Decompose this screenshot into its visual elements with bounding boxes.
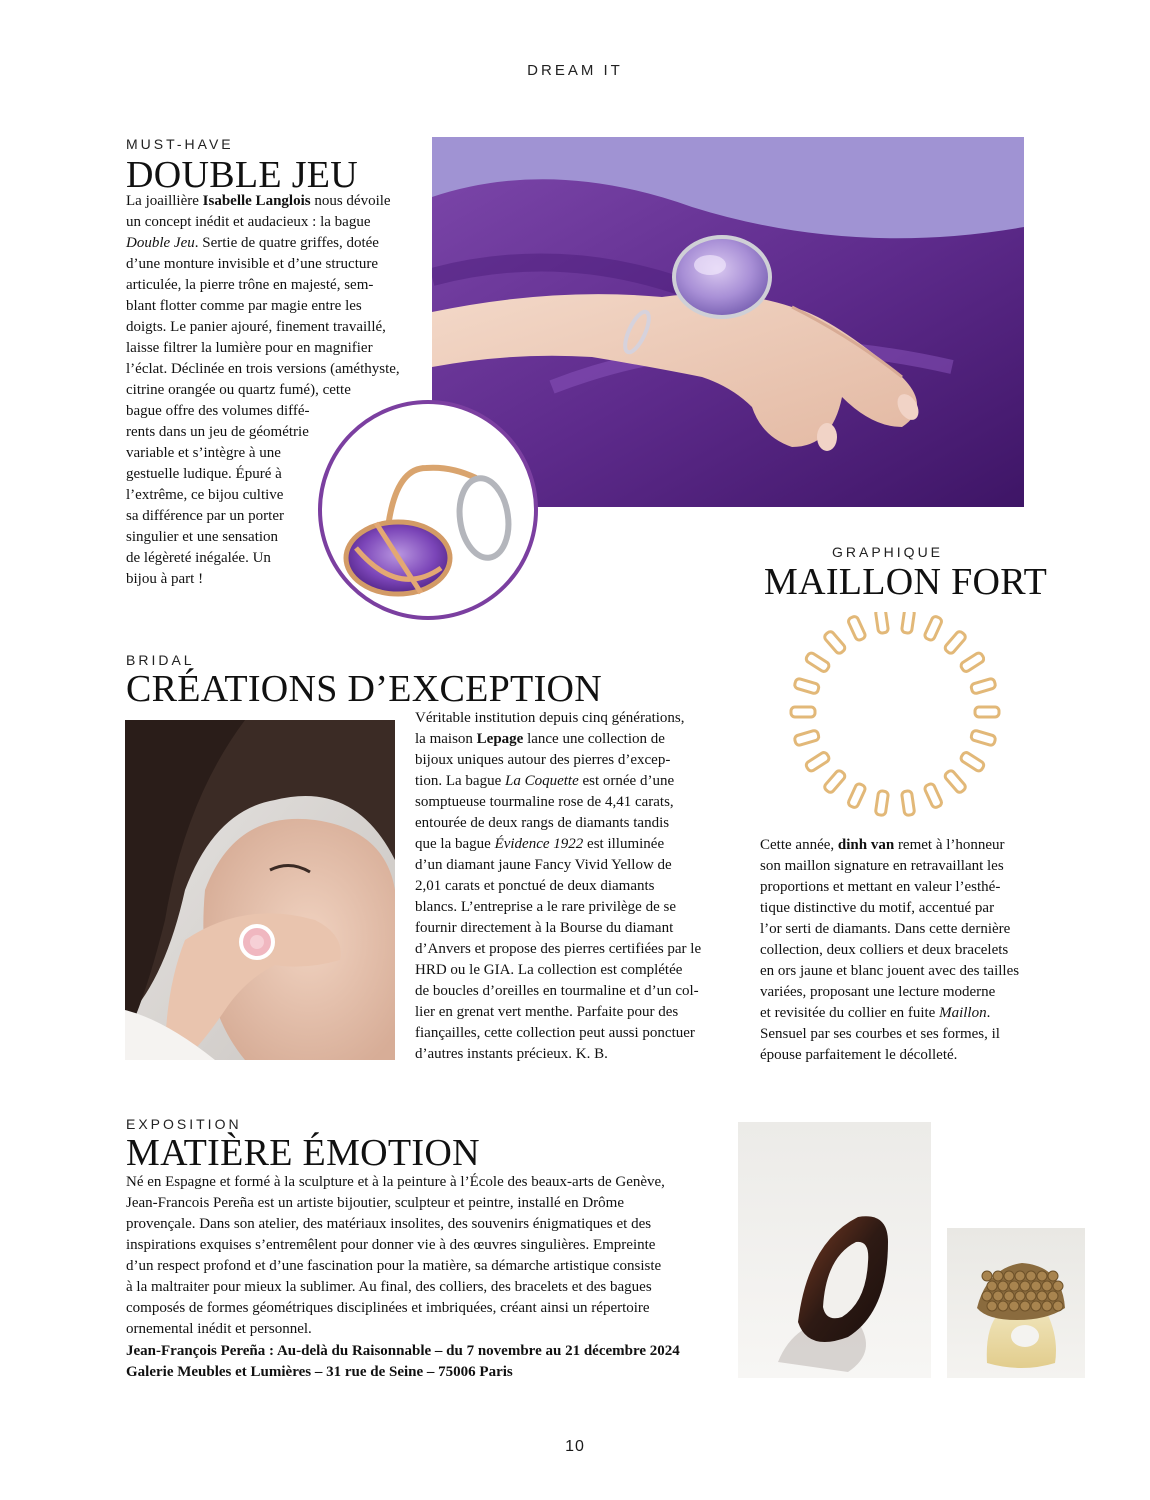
double-jeu-kicker: MUST-HAVE — [126, 136, 234, 152]
body-line: HRD ou le GIA. La collection est complétée — [415, 962, 683, 978]
texture-bump — [998, 1301, 1008, 1311]
body-line: blant flotter comme par magie entre les — [126, 298, 362, 314]
texture-bump — [993, 1271, 1003, 1281]
chain-link — [875, 612, 888, 634]
body-line: sa différence par un porter — [126, 508, 284, 524]
body-text: Cette année, — [760, 837, 838, 853]
body-line: d’un diamant jaune Fancy Vivid Yellow de — [415, 857, 672, 873]
body-text: . — [986, 1005, 991, 1021]
creations-title: CRÉATIONS D’EXCEPTION — [126, 668, 603, 710]
body-text: est illuminée — [583, 836, 665, 852]
body-line: doigts. Le panier ajouré, finement travaillé, — [126, 319, 386, 335]
body-line: Né en Espagne et formé à la sculpture et à la peinture à l’École des beaux-arts de Genève, — [126, 1174, 665, 1190]
texture-bump — [987, 1301, 997, 1311]
body-line: à la maltraiter pour mieux la sublimer. Au final, des colliers, des bracelets et des bagues — [126, 1279, 652, 1295]
body-line: tique distinctive du motif, accentué par — [760, 900, 995, 916]
body-line: citrine orangée ou quartz fumé), cette — [126, 382, 351, 398]
body-line: d’un respect profond et d’une fascination pour la matière, sa démarche artistique consiste — [126, 1258, 662, 1274]
body-line: d’une monture invisible et d’une structure — [126, 256, 379, 272]
matiere-title: MATIÈRE ÉMOTION — [126, 1132, 480, 1174]
creations-body — [415, 708, 713, 1065]
body-line: d’Anvers et propose des pierres certifiées par le — [415, 941, 702, 957]
maillon-fort-kicker: GRAPHIQUE — [832, 544, 944, 560]
body-line: singulier et une sensation — [126, 529, 279, 545]
texture-bump — [1048, 1291, 1058, 1301]
body-text: lance une collection de — [523, 731, 665, 747]
body-line: Véritable institution depuis cinq générations, — [415, 710, 685, 726]
texture-bump — [1053, 1281, 1063, 1291]
body-text: et revisitée du collier en fuite — [760, 1005, 940, 1021]
chain-link — [791, 707, 815, 717]
texture-bump — [1042, 1301, 1052, 1311]
chain-link — [823, 769, 846, 794]
textured-ring-sculpture-photo — [947, 1228, 1085, 1378]
body-line: Sensuel par ses courbes et ses formes, il — [760, 1026, 1000, 1042]
body-line: entourée de deux rangs de diamants tandis — [415, 815, 670, 831]
chain-link — [960, 751, 986, 772]
body-line: épouse parfaitement le décolleté. — [760, 1047, 958, 1063]
double-jeu-ring-circle-photo — [316, 398, 540, 622]
body-line: un concept inédit et audacieux : la bague — [126, 214, 371, 230]
chain-link — [805, 751, 831, 772]
body-line: 2,01 carats et ponctué de deux diamants — [415, 878, 655, 894]
body-line: lier en grenat vert menthe. Parfaite pour des — [415, 1004, 679, 1020]
product-name: Maillon — [939, 1005, 987, 1021]
texture-bump — [1026, 1291, 1036, 1301]
body-line: l’or serti de diamants. Dans cette dernière — [760, 921, 1011, 937]
chain-link — [944, 769, 967, 794]
body-line: de légèreté inégalée. Un — [126, 550, 271, 566]
texture-bump — [1037, 1291, 1047, 1301]
texture-bump — [1004, 1271, 1014, 1281]
product-name: Double Jeu — [126, 235, 195, 251]
texture-bump — [1053, 1301, 1063, 1311]
page-number: 10 — [565, 1438, 585, 1455]
creations-kicker: BRIDAL — [126, 652, 195, 668]
texture-bump — [1031, 1281, 1041, 1291]
body-text: nous dévoile — [310, 193, 391, 209]
body-line: d’autres instants précieux. K. B. — [415, 1046, 608, 1062]
texture-bump — [1009, 1281, 1019, 1291]
body-line: composés de formes géométriques disciplinées et imbriquées, créant ainsi un répertoire — [126, 1300, 650, 1316]
chain-link — [970, 678, 996, 694]
body-text: est ornée d’une — [578, 773, 675, 789]
chain-link — [901, 790, 914, 815]
chain-link — [924, 783, 943, 809]
body-line: l’extrême, ce bijou cultive — [126, 487, 284, 503]
chain-link — [847, 783, 866, 809]
body-line: somptueuse tourmaline rose de 4,41 carats, — [415, 794, 674, 810]
body-line: bague offre des volumes diffé- — [126, 403, 310, 419]
chain-link — [875, 790, 888, 815]
exhibition-venue-line: Galerie Meubles et Lumières – 31 rue de Seine – 75006 Paris — [126, 1364, 513, 1380]
chain-link — [975, 707, 999, 717]
dark-ring-sculpture-photo — [738, 1122, 931, 1378]
body-line: son maillon signature en retravaillant les — [760, 858, 1004, 874]
body-line: bijoux uniques autour des pierres d’excep- — [415, 752, 671, 768]
texture-bump — [987, 1281, 997, 1291]
body-text: la maison — [415, 731, 477, 747]
texture-bump — [1020, 1281, 1030, 1291]
texture-bump — [982, 1271, 992, 1281]
product-name: Évidence 1922 — [494, 836, 584, 852]
brand-name: Lepage — [476, 731, 524, 747]
chain-link — [960, 652, 986, 673]
texture-bump — [1015, 1291, 1025, 1301]
body-line: proportions et mettant en valeur l’esthé- — [760, 879, 1001, 895]
body-line: inspirations exquises s’entremêlent pour donner vie à des œuvres singulières. Empreinte — [126, 1237, 656, 1253]
body-line: collection, deux colliers et deux bracelets — [760, 942, 1009, 958]
chain-link — [794, 678, 820, 694]
product-name: La Coquette — [504, 773, 579, 789]
texture-bump — [1015, 1271, 1025, 1281]
section-header: DREAM IT — [527, 62, 623, 79]
body-line: l’éclat. Déclinée en trois versions (améthyste, — [126, 361, 400, 377]
maillon-fort-title: MAILLON FORT — [764, 561, 1048, 603]
body-line: articulée, la pierre trône en majesté, sem- — [126, 277, 374, 293]
body-line: bijou à part ! — [126, 571, 204, 587]
matiere-body — [126, 1172, 710, 1340]
texture-bump — [1031, 1301, 1041, 1311]
chain-link — [970, 730, 996, 746]
body-line — [760, 1003, 1020, 1024]
maillon-fort-body — [760, 835, 1020, 1066]
matiere-kicker: EXPOSITION — [126, 1116, 242, 1132]
body-line: blancs. L’entreprise a le rare privilège de se — [415, 899, 676, 915]
texture-bump — [998, 1281, 1008, 1291]
texture-bump — [1042, 1281, 1052, 1291]
body-line: provençale. Dans son atelier, des matériaux insolites, des souvenirs énigmatiques et des — [126, 1216, 652, 1232]
body-line: Jean-Francois Pereña est un artiste bijoutier, sculpteur et peintre, installé en Drôme — [126, 1195, 624, 1211]
exhibition-credit-line-1: Jean-François Pereña : Au-delà du Raisonnable – du 7 novembre au 21 décembre 2024 — [126, 1343, 680, 1359]
body-line — [415, 729, 713, 750]
body-line: ornemental inédit et personnel. — [126, 1321, 312, 1337]
double-jeu-title: DOUBLE JEU — [126, 154, 359, 196]
chain-link — [847, 615, 866, 641]
body-text: La joaillière — [126, 193, 203, 209]
texture-bump — [982, 1291, 992, 1301]
body-line: en ors jaune et blanc jouent avec des tailles — [760, 963, 1020, 979]
texture-bump — [1037, 1271, 1047, 1281]
chain-link — [924, 615, 943, 641]
body-line — [415, 771, 713, 792]
body-line: de boucles d’oreilles en tourmaline et d’un col- — [415, 983, 699, 999]
body-line — [126, 191, 406, 212]
chain-link — [901, 612, 914, 634]
body-line: fiançailles, cette collection peut aussi ponctuer — [415, 1025, 695, 1041]
body-line — [415, 834, 713, 855]
body-text: tion. La bague — [415, 773, 505, 789]
woman-ring-photo — [125, 720, 395, 1060]
texture-bump — [1048, 1271, 1058, 1281]
texture-bump — [1026, 1271, 1036, 1281]
texture-bump — [1020, 1301, 1030, 1311]
body-line: rents dans un jeu de géométrie — [126, 424, 309, 440]
body-text: . Sertie de quatre griffes, dotée — [194, 235, 379, 251]
body-text: que la bague — [415, 836, 495, 852]
texture-bump — [993, 1291, 1003, 1301]
chain-link — [805, 652, 831, 673]
chain-link — [944, 630, 967, 655]
chain-necklace-photo — [780, 612, 1010, 832]
body-text: remet à l’honneur — [894, 837, 1005, 853]
body-line — [126, 233, 406, 254]
brand-name: Isabelle Langlois — [202, 193, 311, 209]
texture-bump — [1009, 1301, 1019, 1311]
body-line: variées, proposant une lecture moderne — [760, 984, 996, 1000]
chain-link — [823, 630, 846, 655]
body-line: laisse filtrer la lumière pour en magnifier — [126, 340, 373, 356]
texture-bump — [1004, 1291, 1014, 1301]
body-line: gestuelle ludique. Épuré à — [126, 466, 282, 482]
brand-name: dinh van — [837, 837, 895, 853]
chain-link — [794, 730, 820, 746]
body-line: fournir directement à la Bourse du diamant — [415, 920, 674, 936]
body-line: variable et s’intègre à une — [126, 445, 281, 461]
body-line — [760, 835, 1020, 856]
